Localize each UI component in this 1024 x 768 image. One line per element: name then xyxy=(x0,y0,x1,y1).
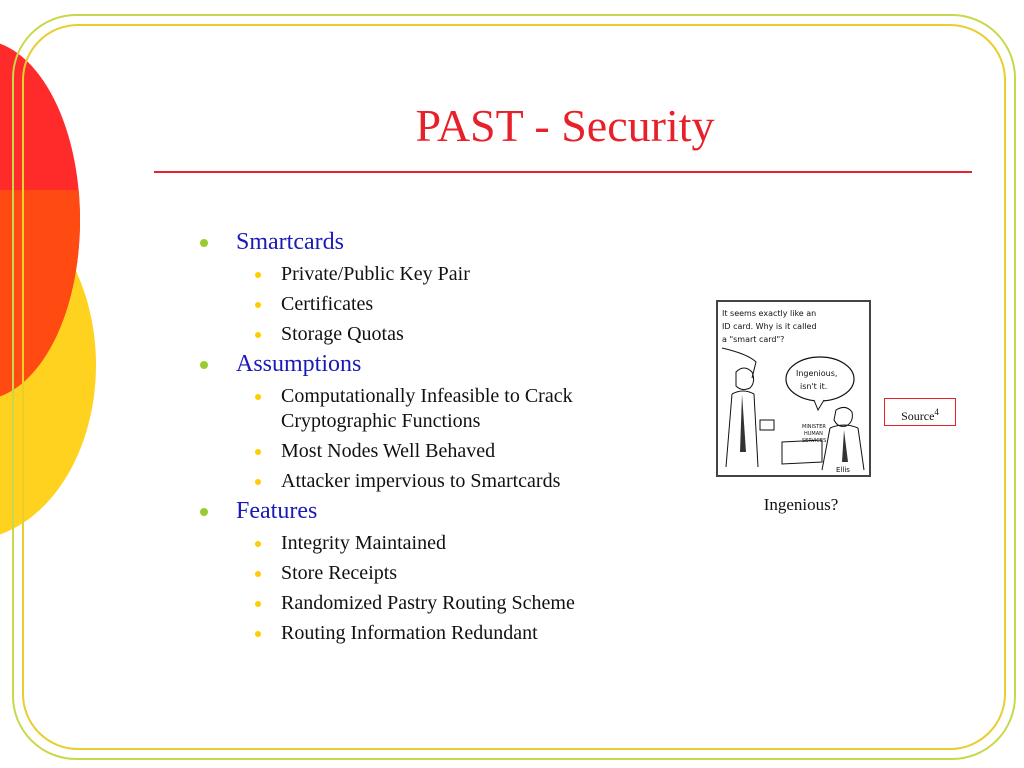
title-underline xyxy=(154,171,972,173)
desk-sign-line-2: HUMAN xyxy=(804,431,823,437)
figure-caption: Ingenious? xyxy=(763,495,839,514)
slide-title: PAST - Security xyxy=(415,100,715,151)
source-reference-box[interactable] xyxy=(884,398,956,426)
cartoon-signature: Ellis xyxy=(836,466,850,474)
desk-sign-line-1: MINISTER xyxy=(802,424,826,430)
bullet-item: Attacker impervious to Smartcards xyxy=(196,469,676,494)
speech-2-line-2: isn't it. xyxy=(800,382,828,391)
bullet-list xyxy=(196,225,676,646)
speech-1-line-3: a "smart card"? xyxy=(722,335,785,344)
speech-1-line-2: ID card. Why is it called xyxy=(722,322,817,331)
cartoon-drawing xyxy=(718,302,869,475)
section-heading: Features xyxy=(196,496,676,526)
section-heading: Assumptions xyxy=(196,349,676,379)
bullet-item: Store Receipts xyxy=(196,561,676,586)
source-footnote-number: 4 xyxy=(934,407,939,417)
bullet-item: Randomized Pastry Routing Scheme xyxy=(196,591,676,616)
speech-2-line-1: Ingenious, xyxy=(796,369,838,378)
bullet-item: Certificates xyxy=(196,292,676,317)
smartcard-cartoon xyxy=(716,300,871,477)
source-label: Source xyxy=(901,409,935,423)
bullet-item: Computationally Infeasible to Crack Cryptographic Functions xyxy=(196,384,676,434)
bullet-item: Storage Quotas xyxy=(196,322,676,347)
section-heading: Smartcards xyxy=(196,227,676,257)
bullet-item: Integrity Maintained xyxy=(196,531,676,556)
bullet-item: Private/Public Key Pair xyxy=(196,262,676,287)
bullet-item: Routing Information Redundant xyxy=(196,621,676,646)
bullet-item: Most Nodes Well Behaved xyxy=(196,439,676,464)
desk-sign-line-3: SERVICES xyxy=(802,438,827,444)
speech-1-line-1: It seems exactly like an xyxy=(722,309,817,318)
